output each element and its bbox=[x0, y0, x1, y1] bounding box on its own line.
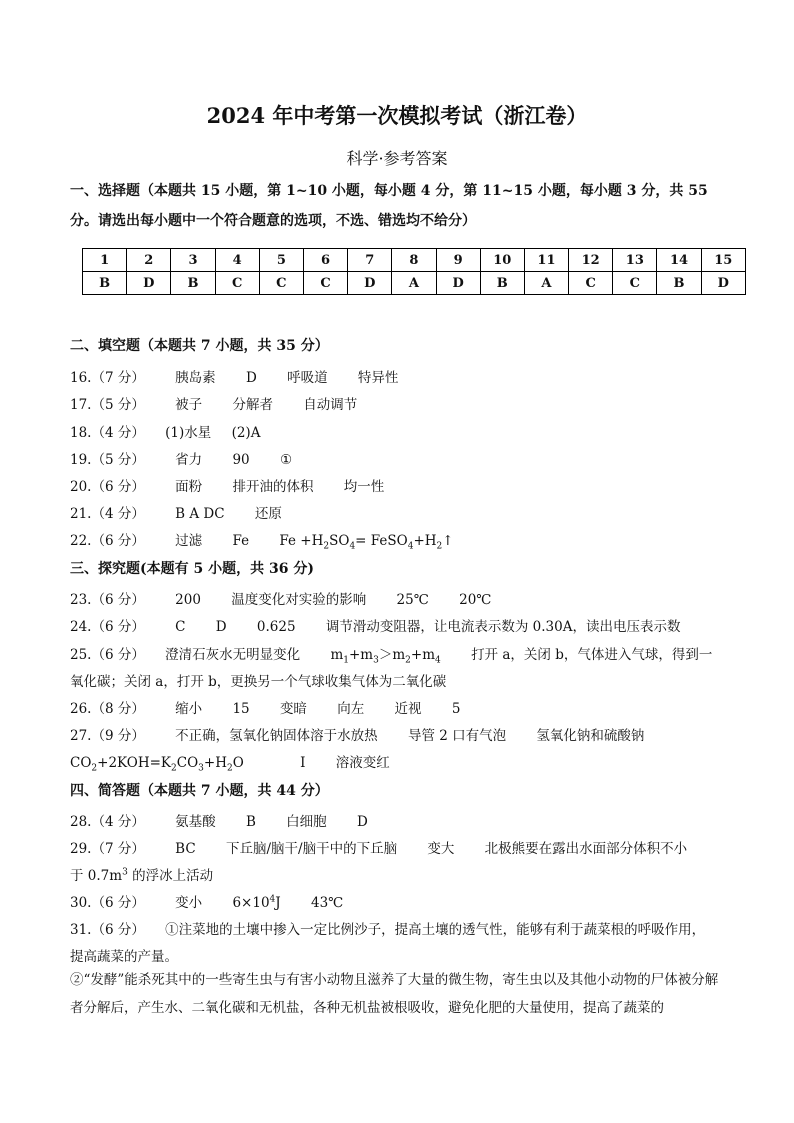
answer-text: 白细胞 bbox=[286, 814, 327, 830]
answer-text: 缩小 bbox=[175, 701, 203, 717]
answer-text: 近视 bbox=[394, 701, 422, 717]
answer-cell: B bbox=[480, 272, 524, 295]
answer-cell: B bbox=[657, 272, 701, 295]
answer-text: 向左 bbox=[337, 701, 365, 717]
answer-text: 面粉 bbox=[175, 479, 203, 495]
answer-text: 温度变化对实验的影响 bbox=[231, 592, 367, 608]
question-number: 2 bbox=[127, 249, 171, 272]
section3-heading: 三、探究题(本题有 5 小题，共 36 分) bbox=[70, 561, 314, 577]
question-label: 16.（7 分） bbox=[70, 370, 145, 386]
answer-text: 自动调节 bbox=[303, 397, 358, 413]
answer-text: 打开 a，关闭 b，气体进入气球，得到一 bbox=[471, 647, 713, 663]
section2-heading: 二、填空题（本题共 7 小题，共 35 分） bbox=[70, 338, 329, 354]
question-number: 7 bbox=[348, 249, 392, 272]
question-label: 31.（6 分） bbox=[70, 922, 145, 938]
answer-line-20 bbox=[70, 475, 384, 495]
answer-text: $6\times 10^4J$ bbox=[232, 894, 281, 911]
answer-line-25 bbox=[70, 643, 712, 666]
question-number: 3 bbox=[171, 249, 215, 272]
answer-cell: D bbox=[701, 272, 745, 295]
answer-cell: C bbox=[259, 272, 303, 295]
answer-cell: C bbox=[215, 272, 259, 295]
question-number: 13 bbox=[613, 249, 657, 272]
answer-text: 25℃ bbox=[396, 592, 429, 608]
section1-heading-line2: 分。请选出每小题中一个符合题意的选项，不选、错选均不给分） bbox=[70, 213, 476, 229]
answer-line-29-cont: 于 $0.7m^3$ 的浮冰上活动 bbox=[70, 867, 214, 884]
answer-cell: D bbox=[348, 272, 392, 295]
answer-text: Fe bbox=[232, 533, 250, 549]
answer-text: 澄清石灰水无明显变化 bbox=[165, 647, 301, 663]
answer-text: 过滤 bbox=[175, 533, 203, 549]
answer-text: B bbox=[245, 814, 256, 830]
question-label: 19.（5 分） bbox=[70, 452, 145, 468]
answer-text: D bbox=[356, 814, 368, 830]
question-label: 24.（6 分） bbox=[70, 619, 145, 635]
answer-text: 溶液变红 bbox=[335, 755, 390, 771]
answer-text: 15 bbox=[232, 701, 250, 717]
answer-line-19 bbox=[70, 448, 292, 468]
answer-text: 下丘脑/脑干/脑干中的下丘脑 bbox=[225, 841, 398, 857]
answer-line-25-cont: 氧化碳；关闭 a，打开 b，更换另一个气球收集气体为二氧化碳 bbox=[70, 674, 447, 690]
answer-line-30 bbox=[70, 891, 343, 911]
chemical-equation: $CO_2+2KOH=K_2CO_3+H_2O$ bbox=[70, 755, 244, 774]
answer-cell: C bbox=[569, 272, 613, 295]
answer-text: 氢氧化钠和硫酸钠 bbox=[536, 728, 645, 744]
answer-paragraph-31-2: ②“发酵”能杀死其中的一些寄生虫与有害小动物且滋养了大量的微生物，寄生虫以及其他小动物的尸体被分解者分解后，产生水、二氧化碳和无机盐，各种无机盐被根吸收，避免化肥的大量使用，提高了蔬菜的 bbox=[70, 972, 719, 1016]
answer-text: B A DC bbox=[175, 506, 225, 522]
answer-text: 省力 bbox=[175, 452, 203, 468]
answer-line-21 bbox=[70, 502, 282, 522]
question-label: 20.（6 分） bbox=[70, 479, 145, 495]
question-label: 21.（4 分） bbox=[70, 506, 145, 522]
question-label: 25.（6 分） bbox=[70, 647, 145, 663]
answer-text: (1)水星 bbox=[165, 425, 212, 441]
question-number: 8 bbox=[392, 249, 436, 272]
question-label: 28.（4 分） bbox=[70, 814, 145, 830]
section1-heading-line1: 一、选择题（本题共 15 小题，第 1~10 小题，每小题 4 分，第 11~15 小题，每小题 3 分，共 55 bbox=[70, 183, 708, 199]
question-number: 5 bbox=[259, 249, 303, 272]
answer-text: D bbox=[215, 619, 227, 635]
answer-text: 氨基酸 bbox=[175, 814, 216, 830]
answer-text: C bbox=[175, 619, 186, 635]
answer-text: 分解者 bbox=[232, 397, 273, 413]
answer-text: 特异性 bbox=[357, 370, 399, 386]
answer-text: 变大 bbox=[427, 841, 455, 857]
answer-text: 北极熊要在露出水面部分体积不小 bbox=[484, 841, 688, 857]
question-number: 4 bbox=[215, 249, 259, 272]
answer-cell: D bbox=[127, 272, 171, 295]
question-label: 22.（6 分） bbox=[70, 533, 145, 549]
answer-text: 20℃ bbox=[459, 592, 492, 608]
answer-text: 200 bbox=[175, 592, 201, 608]
answer-line-26 bbox=[70, 697, 460, 717]
question-label: 27.（9 分） bbox=[70, 728, 145, 744]
answer-cell: A bbox=[524, 272, 568, 295]
question-label: 18.（4 分） bbox=[70, 425, 145, 441]
answer-cell: B bbox=[171, 272, 215, 295]
section4-heading: 四、简答题（本题共 7 小题，共 44 分） bbox=[70, 783, 329, 799]
answer-table-answer-row bbox=[83, 272, 746, 295]
answer-text: 导管 2 口有气泡 bbox=[407, 728, 507, 744]
answer-text: 排开油的体积 bbox=[232, 479, 314, 495]
question-number: 15 bbox=[701, 249, 745, 272]
answer-text: ①注菜地的土壤中掺入一定比例沙子，提高土壤的透气性，能够有利于蔬菜根的呼吸作用， bbox=[165, 922, 706, 938]
answer-line-31 bbox=[70, 918, 705, 938]
answer-text: 还原 bbox=[254, 506, 282, 522]
answer-text: 变暗 bbox=[279, 701, 307, 717]
question-number: 14 bbox=[657, 249, 701, 272]
answer-line-31-cont: 提高蔬菜的产量。 bbox=[70, 949, 178, 965]
answer-cell: A bbox=[392, 272, 436, 295]
answer-text: 胰岛素 bbox=[175, 370, 216, 386]
answer-line-23 bbox=[70, 588, 491, 608]
question-number: 6 bbox=[303, 249, 347, 272]
answer-cell: C bbox=[613, 272, 657, 295]
answer-line-27-cont bbox=[70, 751, 390, 774]
answer-cell: B bbox=[83, 272, 127, 295]
page-subtitle: 科学·参考答案 bbox=[346, 149, 448, 168]
question-label: 17.（5 分） bbox=[70, 397, 145, 413]
answer-line-22 bbox=[70, 529, 454, 552]
question-number: 9 bbox=[436, 249, 480, 272]
answer-text: (2)A bbox=[231, 425, 261, 441]
answer-line-18 bbox=[70, 421, 260, 441]
answer-text: 变小 bbox=[175, 895, 203, 911]
answer-line-24 bbox=[70, 615, 680, 635]
answer-text: I bbox=[300, 755, 306, 771]
answer-table-number-row bbox=[83, 249, 746, 272]
answer-line-16 bbox=[70, 366, 398, 386]
question-number: 10 bbox=[480, 249, 524, 272]
answer-table bbox=[82, 248, 746, 295]
question-label: 23.（6 分） bbox=[70, 592, 145, 608]
question-number: 11 bbox=[524, 249, 568, 272]
answer-line-28 bbox=[70, 810, 368, 830]
answer-text: BC bbox=[175, 841, 196, 857]
answer-text: 调节滑动变阻器，让电流表示数为 0.30A，读出电压表示数 bbox=[325, 619, 681, 635]
answer-line-27 bbox=[70, 724, 644, 744]
answer-text: 被子 bbox=[175, 397, 203, 413]
answer-text: 5 bbox=[451, 701, 461, 717]
mass-relation: $m_1+m_3>m_2+m_4$ bbox=[330, 647, 441, 666]
answer-text: 43℃ bbox=[311, 895, 344, 911]
answer-line-17 bbox=[70, 393, 357, 413]
question-label: 30.（6 分） bbox=[70, 895, 145, 911]
answer-cell: C bbox=[303, 272, 347, 295]
question-number: 12 bbox=[569, 249, 613, 272]
answer-line-29 bbox=[70, 837, 687, 857]
answer-cell: D bbox=[436, 272, 480, 295]
answer-text: ① bbox=[279, 452, 293, 468]
answer-text: 0.625 bbox=[256, 619, 296, 635]
answer-text: D bbox=[245, 370, 257, 386]
question-label: 29.（7 分） bbox=[70, 841, 145, 857]
answer-text: 不正确，氢氧化钠固体溶于水放热 bbox=[175, 728, 378, 744]
answer-text: 呼吸道 bbox=[287, 370, 328, 386]
chemical-equation: $Fe +H_2SO_4=$ $FeSO_4+H_2↑$ bbox=[279, 533, 454, 552]
question-number: 1 bbox=[83, 249, 127, 272]
answer-text: 90 bbox=[232, 452, 250, 468]
question-label: 26.（8 分） bbox=[70, 701, 145, 717]
answer-text: 均一性 bbox=[343, 479, 385, 495]
page-title: 2024 年中考第一次模拟考试（浙江卷） bbox=[206, 103, 588, 128]
